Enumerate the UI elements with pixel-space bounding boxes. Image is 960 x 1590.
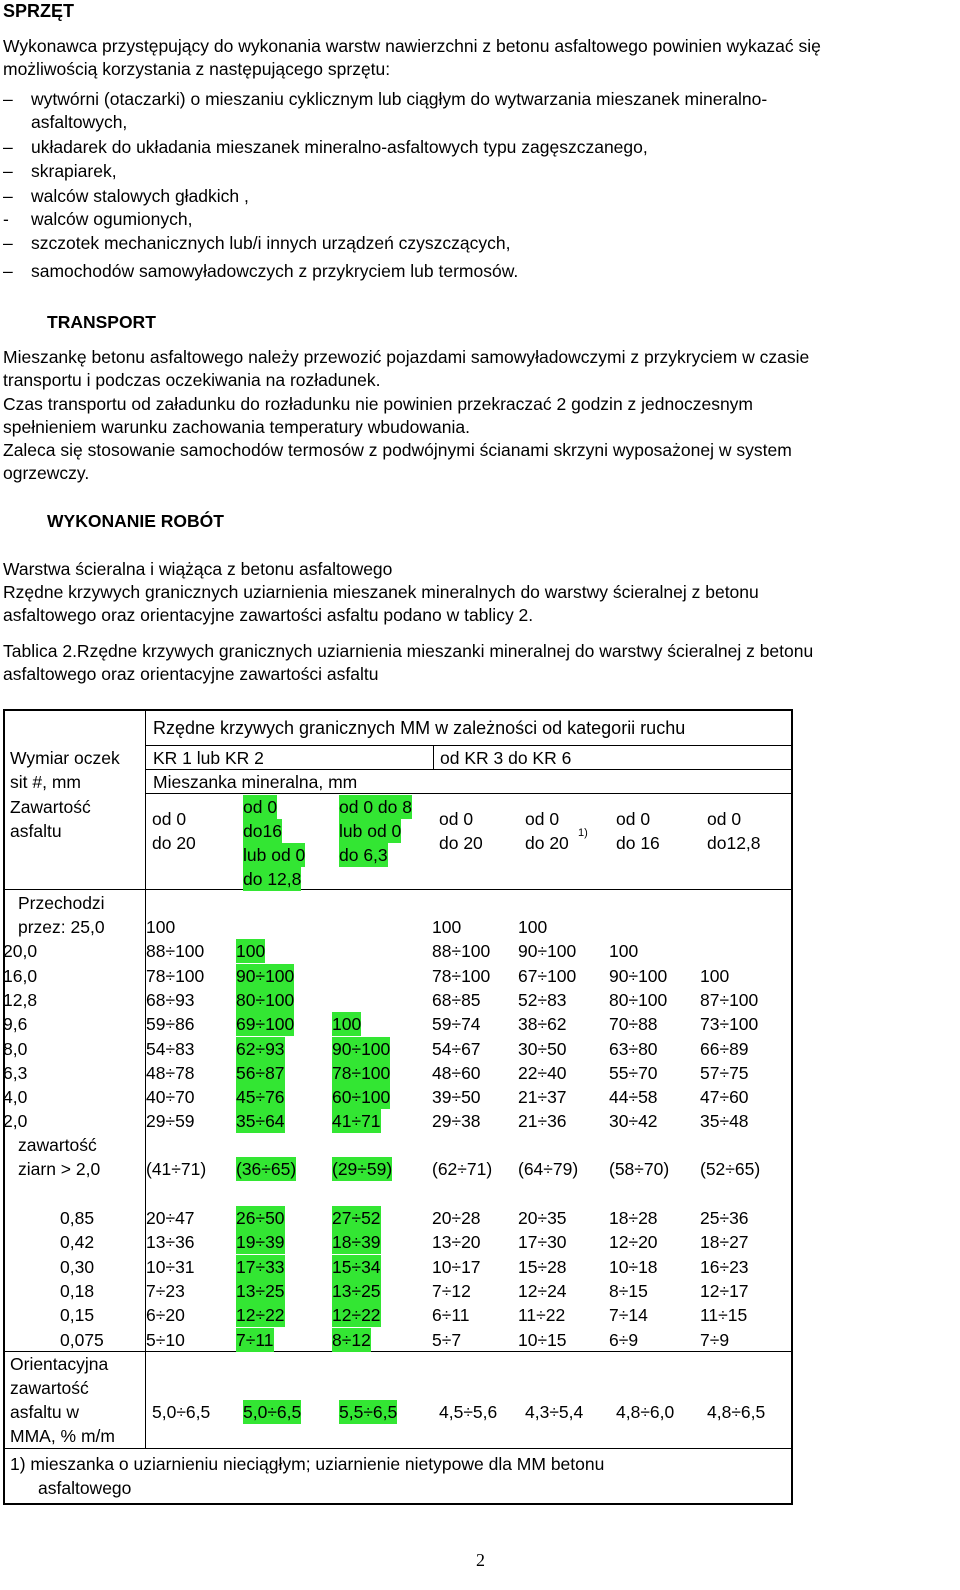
table-cell: 20÷35 — [518, 1208, 567, 1228]
table-cell: 16÷23 — [700, 1256, 749, 1277]
bitumen-label-line-4: MMA, % m/m — [10, 1426, 115, 1446]
sieve-size: 8,0 — [3, 1038, 28, 1059]
table-caption-line-1: Tablica 2.Rzędne krzywych granicznych uziarnienia mieszanki mineralnej do warstwy ścieralnej z betonu — [3, 641, 814, 661]
table-cell: 30÷50 — [518, 1038, 567, 1059]
table-cell: 88÷100 — [146, 941, 205, 962]
table-cell: 8÷12 — [332, 1329, 371, 1350]
table-cell: 100 — [432, 917, 462, 937]
table-cell: 55÷70 — [609, 1062, 658, 1083]
table-cell: 18÷27 — [700, 1232, 749, 1253]
column-header-line: od 0 — [152, 809, 187, 829]
bitumen-content-cell: 4,5÷5,6 — [439, 1402, 498, 1422]
grain-content-cell: (41÷71) — [146, 1159, 207, 1179]
bitumen-content-cell: 5,5÷6,5 — [339, 1402, 398, 1422]
table-cell: 6÷11 — [432, 1305, 470, 1326]
sprzet-intro-line-1: Wykonawca przystępujący do wykonania warstw nawierzchni z betonu asfaltowego powinien wykazać się — [3, 36, 821, 56]
header-kr3-kr6: od KR 3 do KR 6 — [440, 748, 572, 768]
table-cell: 100 — [609, 941, 639, 962]
heading-wykonanie: WYKONANIE ROBÓT — [47, 511, 224, 531]
table-divider-bitumen — [3, 1351, 793, 1352]
table-cell: 12÷17 — [700, 1280, 749, 1301]
table-cell: 10÷31 — [146, 1256, 195, 1277]
table-group-title: Rzędne krzywych granicznych MM w zależności od kategorii ruchu — [153, 718, 686, 738]
table-cell: 48÷60 — [432, 1062, 481, 1083]
table-cell: 78÷100 — [146, 965, 205, 986]
table-cell: 21÷37 — [518, 1087, 567, 1108]
table-cell: 15÷34 — [332, 1256, 381, 1277]
table-cell: 10÷17 — [432, 1256, 481, 1277]
page-number: 2 — [476, 1550, 485, 1570]
sieve-size: 12,8 — [3, 989, 38, 1010]
column-header-line: do 12,8 — [243, 869, 302, 889]
column-header-line: do 20 — [439, 833, 483, 853]
column-header-line: do 6,3 — [339, 845, 388, 865]
table-cell: 7÷12 — [432, 1280, 471, 1301]
table-cell: 13÷25 — [332, 1280, 381, 1301]
table-cell: 6÷9 — [609, 1329, 639, 1350]
header-kr1-kr2: KR 1 lub KR 2 — [153, 748, 264, 768]
transport-line-2: transportu i podczas oczekiwania na rozładunek. — [3, 370, 381, 390]
row-header-line-1: Wymiar oczek — [10, 748, 120, 768]
column-header-line: od 0 — [616, 809, 651, 829]
column-header-line: do 16 — [616, 833, 660, 853]
transport-line-3: Czas transportu od załadunku do rozładunku nie powinien przekraczać 2 godzin z jednoczesnym — [3, 394, 754, 414]
transport-line-1: Mieszankę betonu asfaltowego należy przewozić pojazdami samowyładowczymi z przykryciem w czasie — [3, 347, 810, 367]
table-cell: 18÷28 — [609, 1208, 658, 1228]
bitumen-content-cell: 5,0÷6,5 — [243, 1402, 302, 1422]
table-cell: 20÷47 — [146, 1208, 195, 1228]
table-cell: 12÷22 — [332, 1305, 381, 1326]
table-cell: 17÷33 — [236, 1256, 285, 1277]
table-divider-kr-split — [433, 745, 434, 769]
grain-label-line-2: ziarn > 2,0 — [18, 1159, 101, 1179]
passing-label-line-2: przez: 25,0 — [18, 917, 105, 937]
equipment-item-text: skrapiarek, — [31, 161, 117, 181]
table-cell: 19÷39 — [236, 1232, 285, 1253]
column-header-line: lub od 0 — [243, 845, 306, 865]
table-cell: 40÷70 — [146, 1087, 195, 1108]
heading-sprzet: SPRZĘT — [3, 1, 75, 21]
table-border-bottom — [3, 1503, 793, 1505]
table-cell: 39÷50 — [432, 1087, 481, 1108]
table-cell: 35÷64 — [236, 1111, 285, 1132]
table-cell: 18÷39 — [332, 1232, 381, 1253]
row-header-line-4: asfaltu — [10, 821, 62, 841]
heading-transport: TRANSPORT — [47, 312, 156, 332]
table-cell: 11÷22 — [518, 1305, 566, 1326]
bitumen-content-cell: 4,8÷6,5 — [707, 1402, 766, 1422]
table-cell: 25÷36 — [700, 1208, 749, 1228]
bitumen-label-line-3: asfaltu w — [10, 1402, 80, 1422]
bitumen-label-line-1: Orientacyjna — [10, 1354, 109, 1374]
table-cell: 29÷59 — [146, 1111, 195, 1132]
table-cell: 90÷100 — [332, 1038, 391, 1059]
table-cell: 38÷62 — [518, 1014, 567, 1035]
equipment-item-text: walców ogumionych, — [31, 209, 193, 229]
table-cell: 35÷48 — [700, 1111, 749, 1132]
table-cell: 63÷80 — [609, 1038, 658, 1059]
table-cell: 10÷18 — [609, 1256, 658, 1277]
table-cell: 7÷14 — [609, 1305, 648, 1326]
sieve-size: 0,075 — [60, 1329, 104, 1350]
footnote-line-2: asfaltowego — [38, 1478, 132, 1498]
table-cell: 47÷60 — [700, 1087, 749, 1108]
table-cell: 80÷100 — [236, 989, 295, 1010]
table-cell: 20÷28 — [432, 1208, 481, 1228]
column-header-line: od 0 — [243, 797, 278, 817]
table-cell: 44÷58 — [609, 1087, 658, 1108]
sieve-size: 16,0 — [3, 965, 38, 986]
grain-label-line-1: zawartość — [18, 1135, 97, 1155]
table-cell: 54÷67 — [432, 1038, 481, 1059]
table-cell: 67÷100 — [518, 965, 577, 986]
table-cell: 13÷20 — [432, 1232, 481, 1253]
table-cell: 52÷83 — [518, 989, 567, 1010]
table-cell: 30÷42 — [609, 1111, 658, 1132]
table-cell: 15÷28 — [518, 1256, 567, 1277]
column-header-line: do16 — [243, 821, 282, 841]
table-cell: 7÷9 — [700, 1329, 730, 1350]
table-cell: 100 — [518, 917, 548, 937]
table-cell: 90÷100 — [518, 941, 577, 962]
table-cell: 8÷15 — [609, 1280, 648, 1301]
table-cell: 13÷36 — [146, 1232, 195, 1253]
sieve-size: 20,0 — [3, 941, 38, 962]
table-cell: 56÷87 — [236, 1062, 285, 1083]
table-caption-line-2: asfaltowego oraz orientacyjne zawartości asfaltu — [3, 664, 379, 684]
column-header-line: od 0 — [439, 809, 474, 829]
equipment-item-text: samochodów samowyładowczych z przykryciem lub termosów. — [31, 261, 519, 281]
bitumen-content-cell: 5,0÷6,5 — [152, 1402, 211, 1422]
table-cell: 41÷71 — [332, 1111, 381, 1132]
table-cell: 66÷89 — [700, 1038, 749, 1059]
table-cell: 68÷85 — [432, 989, 481, 1010]
sieve-size: 0,85 — [60, 1208, 95, 1228]
equipment-item-text: wytwórni (otaczarki) o mieszaniu cyklicznym lub ciągłym do wytwarzania mieszanek mineralno- — [31, 89, 768, 109]
column-header-line: do12,8 — [707, 833, 761, 853]
column-header-line: od 0 do 8 — [339, 797, 412, 817]
table-divider-header — [3, 889, 793, 890]
table-cell: 62÷93 — [236, 1038, 285, 1059]
equipment-item-text: układarek do układania mieszanek mineralno-asfaltowych typu zagęszczanego, — [31, 137, 648, 157]
table-cell: 90÷100 — [236, 965, 295, 986]
sieve-size: 6,3 — [3, 1062, 28, 1083]
grain-content-cell: (29÷59) — [332, 1159, 393, 1179]
sieve-size: 2,0 — [3, 1111, 28, 1132]
passing-label-line-1: Przechodzi — [18, 893, 105, 913]
table-cell: 88÷100 — [432, 941, 491, 962]
table-cell: 60÷100 — [332, 1087, 391, 1108]
wykonanie-line-1: Warstwa ścieralna i wiążąca z betonu asfaltowego — [3, 559, 393, 579]
grain-content-cell: (62÷71) — [432, 1159, 493, 1179]
table-cell: 90÷100 — [609, 965, 668, 986]
wykonanie-line-3: asfaltowego oraz orientacyjne zawartości asfaltu podano w tablicy 2. — [3, 605, 534, 625]
column-header-line: od 0 — [525, 809, 560, 829]
table-cell: 70÷88 — [609, 1014, 658, 1035]
equipment-item-text: walców stalowych gładkich , — [31, 186, 249, 206]
footnote-line-1: 1) mieszanka o uziarnieniu nieciągłym; uziarnienie nietypowe dla MM betonu — [10, 1454, 605, 1474]
table-cell: 29÷38 — [432, 1111, 481, 1132]
table-cell: 10÷15 — [518, 1329, 567, 1350]
table-cell: 21÷36 — [518, 1111, 567, 1132]
equipment-item-marker: – — [3, 89, 13, 109]
grain-content-cell: (58÷70) — [609, 1159, 670, 1179]
equipment-item-marker: – — [3, 233, 13, 253]
table-cell: 59÷74 — [432, 1014, 481, 1035]
sieve-size: 4,0 — [3, 1087, 28, 1108]
equipment-item-marker: – — [3, 186, 13, 206]
column-header-line: do 20 — [152, 833, 196, 853]
table-cell: 5÷10 — [146, 1329, 185, 1350]
table-border-right — [791, 709, 793, 1505]
table-cell: 7÷23 — [146, 1280, 185, 1301]
grain-content-cell: (64÷79) — [518, 1159, 579, 1179]
table-cell: 59÷86 — [146, 1014, 195, 1035]
equipment-item-marker: - — [3, 209, 9, 229]
table-cell: 100 — [236, 941, 266, 962]
table-cell: 100 — [332, 1014, 362, 1035]
table-cell: 78÷100 — [432, 965, 491, 986]
sieve-size: 0,42 — [60, 1232, 95, 1253]
table-cell: 100 — [700, 965, 730, 986]
bitumen-content-cell: 4,3÷5,4 — [525, 1402, 584, 1422]
wykonanie-line-2: Rzędne krzywych granicznych uziarnienia mieszanek mineralnych do warstwy ścieralnej z betonu — [3, 582, 759, 602]
equipment-item-text: asfaltowych, — [31, 112, 128, 132]
table-cell: 69÷100 — [236, 1014, 295, 1035]
equipment-item-marker: – — [3, 161, 13, 181]
table-cell: 17÷30 — [518, 1232, 567, 1253]
table-cell: 73÷100 — [700, 1014, 759, 1035]
table-cell: 7÷11 — [236, 1329, 274, 1350]
table-cell: 13÷25 — [236, 1280, 285, 1301]
header-mineral-mix: Mieszanka mineralna, mm — [153, 772, 358, 792]
bitumen-content-cell: 4,8÷6,0 — [616, 1402, 675, 1422]
transport-line-6: ogrzewczy. — [3, 463, 90, 483]
sieve-size: 0,15 — [60, 1305, 95, 1326]
column-header-line: od 0 — [707, 809, 742, 829]
table-cell: 12÷22 — [236, 1305, 285, 1326]
bitumen-label-line-2: zawartość — [10, 1378, 89, 1398]
row-header-line-3: Zawartość — [10, 797, 91, 817]
table-cell: 45÷76 — [236, 1087, 285, 1108]
footnote-ref-superscript: 1) — [578, 827, 588, 839]
sprzet-intro-line-2: możliwością korzystania z następującego sprzętu: — [3, 59, 391, 79]
table-cell: 54÷83 — [146, 1038, 195, 1059]
equipment-item-marker: – — [3, 137, 13, 157]
equipment-item-text: szczotek mechanicznych lub/i innych urządzeń czyszczących, — [31, 233, 511, 253]
table-cell: 26÷50 — [236, 1208, 285, 1228]
table-cell: 27÷52 — [332, 1208, 381, 1228]
table-cell: 12÷24 — [518, 1280, 567, 1301]
grain-content-cell: (52÷65) — [700, 1159, 761, 1179]
table-cell: 12÷20 — [609, 1232, 658, 1253]
table-cell: 48÷78 — [146, 1062, 195, 1083]
transport-line-4: spełnieniem warunku zachowania temperatury wbudowania. — [3, 417, 470, 437]
equipment-item-marker: – — [3, 261, 13, 281]
grain-content-cell: (36÷65) — [236, 1159, 297, 1179]
table-cell: 6÷20 — [146, 1305, 185, 1326]
column-header-line: do 20 — [525, 833, 569, 853]
sieve-size: 0,18 — [60, 1280, 95, 1301]
table-cell: 80÷100 — [609, 989, 668, 1010]
table-cell: 11÷15 — [700, 1305, 748, 1326]
transport-line-5: Zaleca się stosowanie samochodów termosów z podwójnymi ścianami skrzyni wyposażonej w system — [3, 440, 792, 460]
table-cell: 87÷100 — [700, 989, 759, 1010]
row-header-line-2: sit #, mm — [10, 772, 81, 792]
column-header-line: lub od 0 — [339, 821, 402, 841]
table-cell: 68÷93 — [146, 989, 195, 1010]
sieve-size: 0,30 — [60, 1256, 95, 1277]
table-border-top — [3, 709, 793, 711]
sieve-size: 9,6 — [3, 1014, 28, 1035]
table-cell: 57÷75 — [700, 1062, 749, 1083]
table-cell: 78÷100 — [332, 1062, 391, 1083]
table-cell: 22÷40 — [518, 1062, 567, 1083]
table-cell: 5÷7 — [432, 1329, 462, 1350]
table-divider-footnote — [3, 1448, 793, 1449]
table-cell: 100 — [146, 917, 176, 937]
